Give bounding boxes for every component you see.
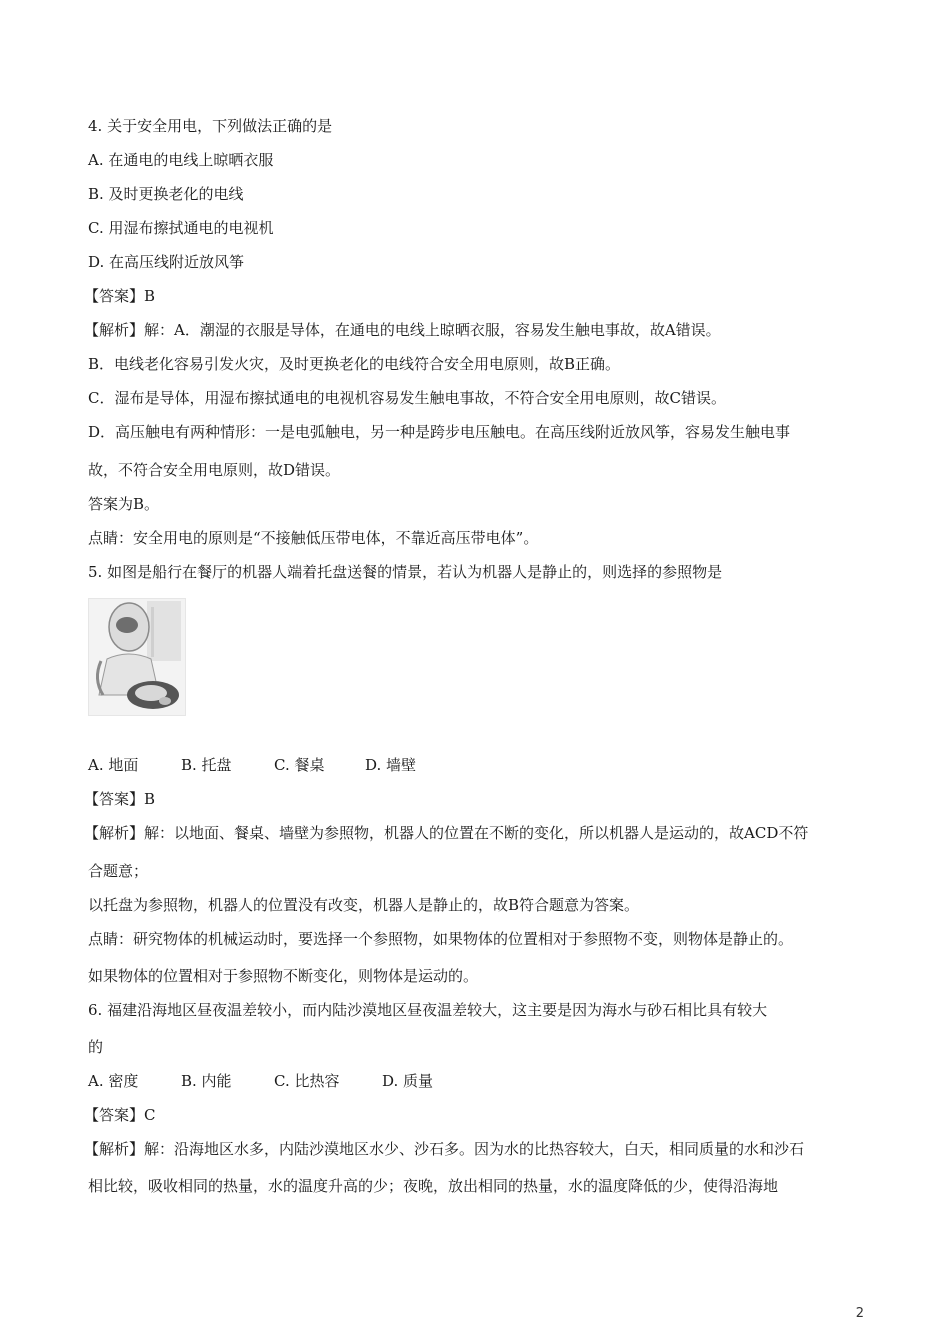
q5-analysis-line-1: 【解析】解：以地面、餐桌、墙壁为参照物，机器人的位置在不断的变化，所以机器人是运动的，故ACD不符 xyxy=(84,824,809,842)
q4-analysis-line-5: 故，不符合安全用电原则，故D错误。 xyxy=(88,461,341,479)
robot-waiter-figure xyxy=(88,598,186,716)
q4-answer: 【答案】B xyxy=(84,287,156,305)
q5-key-point-line-1: 点睛：研究物体的机械运动时，要选择一个参照物，如果物体的位置相对于参照物不变，则物体是静止的。 xyxy=(88,930,794,948)
q6-option-d: D. 质量 xyxy=(382,1072,434,1090)
q4-final-answer: 答案为B。 xyxy=(88,495,160,513)
q4-option-c: C. 用湿布擦拭通电的电视机 xyxy=(88,219,274,237)
q4-analysis-line-2: B．电线老化容易引发火灾，及时更换老化的电线符合安全用电原则，故B正确。 xyxy=(88,355,621,373)
q4-stem: 4. 关于安全用电，下列做法正确的是 xyxy=(88,117,333,135)
page-number: 2 xyxy=(855,1306,864,1321)
q5-stem: 5. 如图是船行在餐厅的机器人端着托盘送餐的情景，若认为机器人是静止的，则选择的参照物是 xyxy=(88,563,723,581)
q5-key-point-line-2: 如果物体的位置相对于参照物不断变化，则物体是运动的。 xyxy=(88,967,479,985)
q6-answer: 【答案】C xyxy=(84,1106,156,1124)
q5-option-b: B. 托盘 xyxy=(181,756,232,774)
q6-option-b: B. 内能 xyxy=(181,1072,232,1090)
q4-analysis-line-4: D．高压触电有两种情形：一是电弧触电，另一种是跨步电压触电。在高压线附近放风筝，容易发生触电事 xyxy=(88,423,791,441)
robot-waiter-illustration xyxy=(89,599,185,715)
q4-option-d: D. 在高压线附近放风筝 xyxy=(88,253,245,271)
q6-options xyxy=(88,1071,433,1091)
q5-option-c: C. 餐桌 xyxy=(274,756,325,774)
q5-analysis-line-3: 以托盘为参照物，机器人的位置没有改变，机器人是静止的，故B符合题意为答案。 xyxy=(88,896,640,914)
q5-option-a: A. 地面 xyxy=(88,756,139,774)
q6-analysis-line-2: 相比较，吸收相同的热量，水的温度升高的少；夜晚，放出相同的热量，水的温度降低的少，使得沿海地 xyxy=(88,1177,779,1195)
q4-analysis-line-1: 【解析】解：A．潮湿的衣服是导体，在通电的电线上晾晒衣服，容易发生触电事故，故A错误。 xyxy=(84,321,721,339)
q4-option-b: B. 及时更换老化的电线 xyxy=(88,185,244,203)
q5-option-d: D. 墙壁 xyxy=(365,756,417,774)
q6-stem-line-2: 的 xyxy=(88,1038,104,1056)
q6-option-c: C. 比热容 xyxy=(274,1072,340,1090)
q5-analysis-line-2: 合题意； xyxy=(88,862,149,880)
q6-analysis-line-1: 【解析】解：沿海地区水多，内陆沙漠地区水少、沙石多。因为水的比热容较大，白天，相同质量的水和沙石 xyxy=(84,1140,805,1158)
q6-option-a: A. 密度 xyxy=(88,1072,139,1090)
q4-option-a: A. 在通电的电线上晾晒衣服 xyxy=(88,151,274,169)
q5-answer: 【答案】B xyxy=(84,790,156,808)
q6-stem-line-1: 6. 福建沿海地区昼夜温差较小，而内陆沙漠地区昼夜温差较大，这主要是因为海水与砂石相比具有较大 xyxy=(88,1001,768,1019)
q4-key-point: 点睛：安全用电的原则是“不接触低压带电体，不靠近高压带电体”。 xyxy=(88,529,539,547)
q5-options xyxy=(88,755,416,775)
q4-analysis-line-3: C．湿布是导体，用湿布擦拭通电的电视机容易发生触电事故，不符合安全用电原则，故C错误。 xyxy=(88,389,726,407)
